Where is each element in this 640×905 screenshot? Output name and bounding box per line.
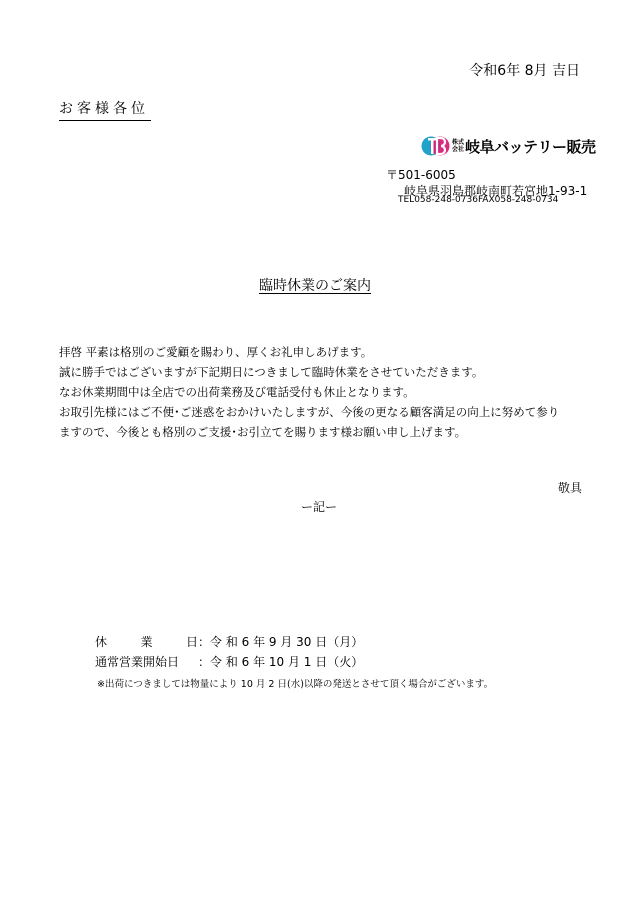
notice-title: 臨時休業のご案内	[259, 278, 371, 294]
shipping-note: ※出荷につきましては物量により 10 月 2 日(水)以降の発送とさせて頂く場合がございます。	[97, 679, 494, 690]
schedule-value: ：令 和 6 年 9 月 30 日（月）	[198, 635, 364, 649]
company-zip: 〒501-6005	[386, 168, 456, 182]
company-address: 岐阜県羽島郡岐南町若宮地1-93-1	[404, 184, 588, 198]
addressee: お客様各位	[59, 98, 151, 121]
schedule-row-closure	[95, 632, 363, 652]
closing-word: 敬具	[558, 481, 583, 495]
body-line: なお休業期間中は全店での出荷業務及び電話受付も休止となります。	[59, 385, 415, 399]
schedule-label: 通常営業開始日	[95, 655, 180, 669]
schedule-block	[95, 632, 363, 672]
schedule-row-reopen	[95, 652, 363, 672]
document-date: 令和6年 8月 吉日	[469, 63, 580, 79]
company-logo-mark-icon	[421, 133, 451, 159]
legal-form-bottom: 会社	[452, 146, 465, 153]
company-legal-form	[452, 139, 464, 153]
body-line: ますので、今後とも格別のご支援･お引立てを賜ります様お願い申し上げます。	[59, 425, 467, 439]
notice-body	[59, 342, 559, 442]
body-line: お取引先様にはご不便･ご迷惑をおかけいたしますが、今後の更なる顧客満足の向上に努めて参り	[59, 405, 560, 419]
ki-heading: ー記ー	[301, 500, 338, 514]
schedule-value: ：令 和 6 年 10 月 1 日（火）	[198, 655, 364, 669]
company-name: 岐阜バッテリー販売	[465, 137, 596, 156]
legal-form-top: 株式	[452, 139, 465, 146]
body-line: 拝啓 平素は格別のご愛顧を賜わり、厚くお礼申しあげます。	[59, 345, 373, 359]
schedule-label: 休 業 日	[95, 635, 198, 649]
company-tel-fax: TEL058-248-0736FAX058-248-0734	[398, 195, 559, 205]
body-line: 誠に勝手ではございますが下記期日につきまして臨時休業をさせていただきます。	[59, 365, 484, 379]
company-logo	[421, 133, 596, 159]
